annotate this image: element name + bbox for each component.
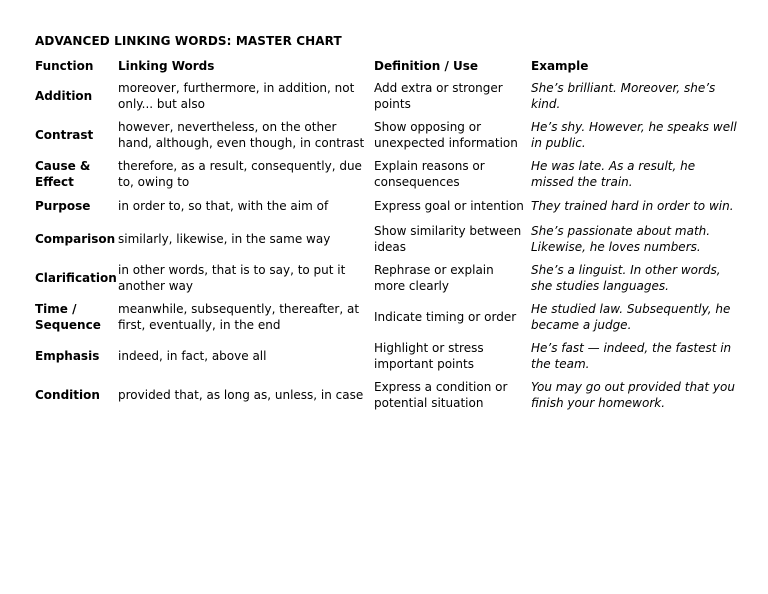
table-row: [32, 337, 742, 376]
function-cell: Addition: [35, 88, 93, 103]
table-row: [32, 376, 742, 415]
function-cell: Time / Sequence: [35, 302, 101, 332]
function-cell: Condition: [35, 387, 100, 402]
definition-cell: Explain reasons or consequences: [374, 159, 485, 189]
example-cell: He’s fast — indeed, the fastest in the team.: [531, 341, 732, 371]
example-cell: They trained hard in order to win.: [531, 199, 734, 214]
linking-words-cell: however, nevertheless, on the other hand, although, even though, in contrast: [118, 120, 365, 150]
example-cell: You may go out provided that you finish your homework.: [531, 380, 735, 410]
header-example: Example: [531, 58, 589, 73]
example-cell: He’s shy. However, he speaks well in public.: [531, 120, 737, 150]
table-row: [32, 77, 742, 116]
function-cell: Purpose: [35, 199, 91, 214]
table-header-row: [32, 56, 742, 77]
function-cell: Clarification: [35, 270, 117, 285]
linking-words-table: [32, 56, 742, 415]
linking-words-cell: in order to, so that, with the aim of: [118, 199, 329, 214]
definition-cell: Add extra or stronger points: [374, 81, 503, 111]
function-cell: Cause & Effect: [35, 159, 91, 189]
definition-cell: Indicate timing or order: [374, 309, 517, 324]
linking-words-cell: meanwhile, subsequently, thereafter, at first, eventually, in the end: [118, 302, 360, 332]
page-title: ADVANCED LINKING WORDS: MASTER CHART: [35, 34, 342, 48]
example-cell: She’s brilliant. Moreover, she’s kind.: [531, 81, 716, 111]
table-row: [32, 116, 742, 155]
example-cell: She’s a linguist. In other words, she studies languages.: [531, 263, 721, 293]
table-row: [32, 259, 742, 298]
example-cell: She’s passionate about math. Likewise, he loves numbers.: [531, 224, 711, 254]
example-cell: He studied law. Subsequently, he became a judge.: [531, 302, 731, 332]
linking-words-cell: indeed, in fact, above all: [118, 348, 267, 363]
linking-words-cell: in other words, that is to say, to put it another way: [118, 263, 346, 293]
linking-words-cell: provided that, as long as, unless, in case: [118, 387, 364, 402]
definition-cell: Show similarity between ideas: [374, 224, 522, 254]
function-cell: Contrast: [35, 127, 94, 142]
linking-words-cell: therefore, as a result, consequently, due to, owing to: [118, 159, 362, 189]
definition-cell: Express a condition or potential situation: [374, 380, 508, 410]
example-cell: He was late. As a result, he missed the train.: [531, 159, 696, 189]
header-function: Function: [35, 58, 94, 73]
linking-words-cell: similarly, likewise, in the same way: [118, 231, 331, 246]
definition-cell: Express goal or intention: [374, 199, 524, 214]
table-row: [32, 220, 742, 259]
table-row: [32, 155, 742, 194]
definition-cell: Show opposing or unexpected information: [374, 120, 518, 150]
linking-words-cell: moreover, furthermore, in addition, not only... but also: [118, 81, 355, 111]
definition-cell: Highlight or stress important points: [374, 341, 484, 371]
header-linking-words: Linking Words: [118, 58, 215, 73]
definition-cell: Rephrase or explain more clearly: [374, 263, 494, 293]
header-definition: Definition / Use: [374, 58, 479, 73]
table-row: [32, 194, 742, 220]
function-cell: Comparison: [35, 231, 116, 246]
function-cell: Emphasis: [35, 348, 100, 363]
table-row: [32, 298, 742, 337]
